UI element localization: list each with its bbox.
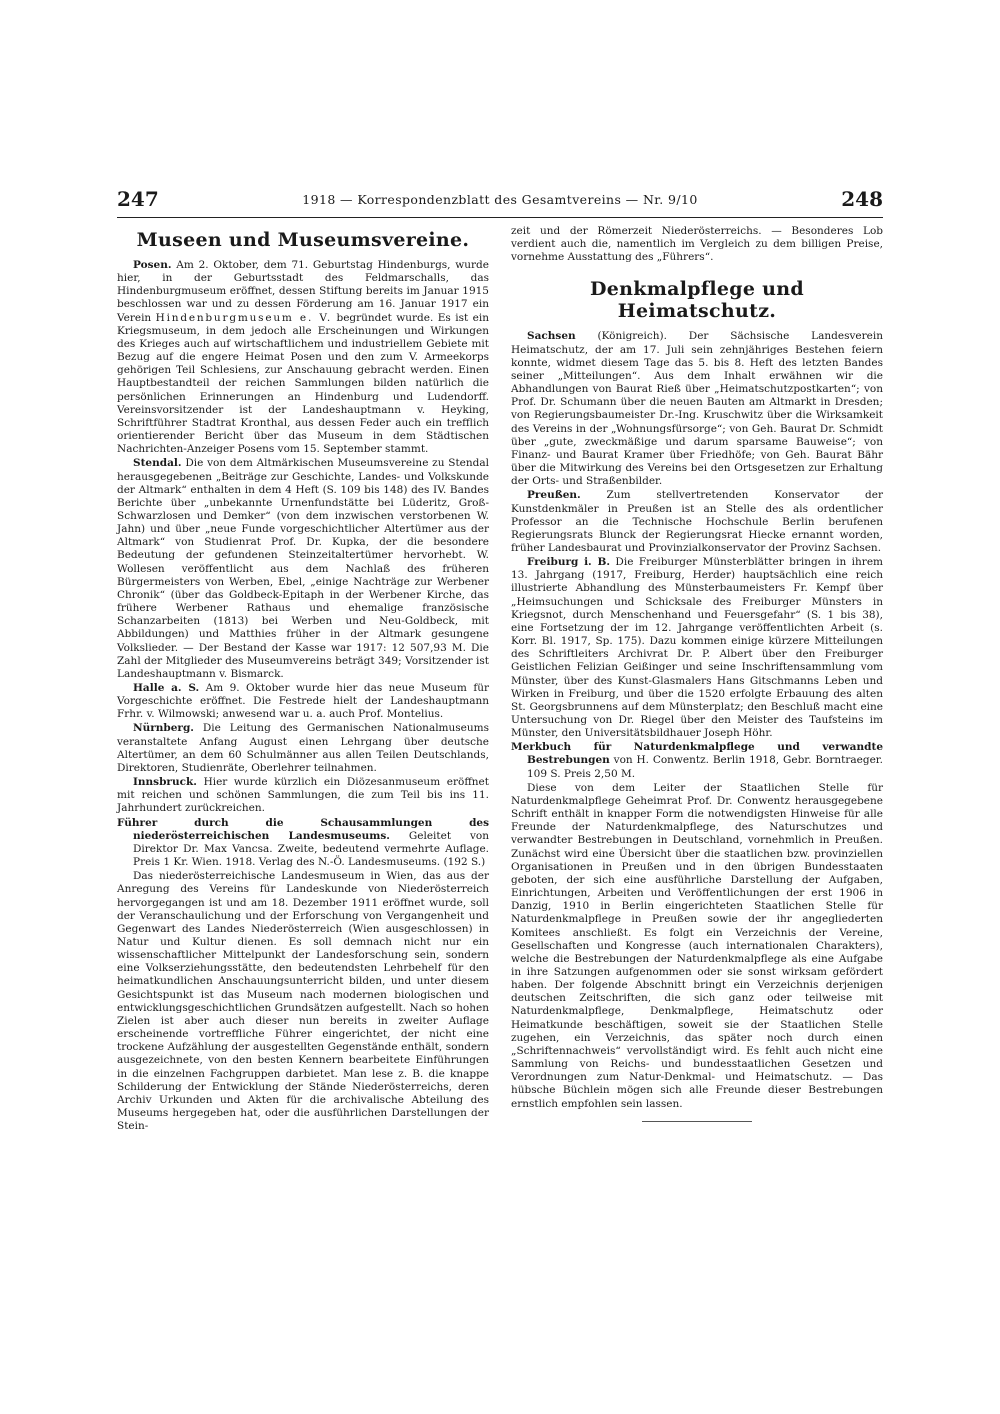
review-fuehrer-text: Das niederösterreichische Landesmuseum in Wien, das aus der Anregung des Vereins für Landeskunde von Niederösterreich hervorgegangen ist und am 18. Dezember 1911 eröffnet wurde, soll der Veranschaulichung und der Erforschung von Vergangenheit und Gegenwart des Landes Niederösterreich (Wien ausgeschlossen) in Natur und Kultur dienen. Es soll demnach nicht nur ein wissenschaftlicher Mittelpunkt der Landesforschung sein, sondern eine Volkserziehungsstätte, den bedeutendsten Lehrbehelf für den heimatkundlichen Anschauungsunterricht bilden, und unter diesem Gesichtspunkt ist das Museum nach modernen biologischen und entwicklungsgeschichtlichen Grundsätzen aufgestellt. Nach so hohen Zielen ist aber auch dieser nun bereits in zweiter Auflage erscheinende vortreffliche Führer eingerichtet, der nicht eine trockene Aufzählung der ausgestellten Gegenstände enthält, sondern ausgezeichnete, von den besten Kennern bearbeitete Einführungen in die einzelnen Fachgruppen darbietet. Man lese z. B. die knappe Schilderung der Entwicklung der Stände Niederösterreichs, deren Archiv Urkunden und Akten für die archivalische Abteilung des Museums hergegeben hat, oder die ausführlichen Darstellungen der Stein- [117, 870, 489, 1133]
header-rule [117, 217, 883, 218]
entry-posen [117, 259, 489, 456]
review-meta: Geleitet von Direktor Dr. Max Vancsa. Zweite, bedeutend vermehrte Auflage. Preis 1 Kr. Wien. 1918. Verlag des N.-Ö. Landesmuseums. (192 S.) [133, 829, 489, 869]
entry-text: Am 9. Oktober wurde hier das neue Museum für Vorgeschichte eröffnet. Die Festrede hielt der Landeshauptmann Frhr. v. Wilmowski; anwesend war u. a. auch Prof. Montelius. [117, 682, 489, 721]
entry-spaced-name: Hindenburgmuseum e. V. [155, 311, 333, 324]
entry-halle [117, 682, 489, 721]
running-title: 1918 — Korrespondenzblatt des Gesamtvereins — Nr. 9/10 [302, 192, 698, 207]
entry-keyword: Freiburg i. B. [527, 556, 610, 569]
entry-keyword: Sachsen [527, 330, 576, 343]
review-merkbuch-heading [511, 741, 883, 780]
entry-text: (Königreich). Der Sächsische Landesverein Heimatschutz, der am 17. Juli sein zehnjähriges Bestehen feiern konnte, widmet diesem Tage das 5. bis 8. Heft des letzten Bandes seiner „Mitteilungen“. Aus dem Inhalt erwähnen wir die Abhandlungen von Baurat Rieß über „Heimatschutzpostkarten“; von Prof. Dr. Schumann über die neuen Bauten am Altmarkt in Dresden; von Regierungsbaumeister Dr.-Ing. Kruschwitz über die Wirksamkeit des Vereins in der „Wohnungsfürsorge“; von Geh. Baurat Dr. Schmidt über „gute, zweckmäßige und darum sparsame Bauweise“; von Finanz- und Baurat Kramer über Friedhöfe; von Geh. Baurat Bähr über die Mitwirkung des Vereins bei den Ortsgesetzen zur Erhaltung der Orts- und Straßenbilder. [511, 330, 883, 488]
right-column [511, 225, 883, 1122]
entry-text: Die Leitung des Germanischen Nationalmuseums veranstaltete Anfang August einen Lehrgang über deutsche Altertümer, an dem 60 Schulmänner aus allen Teilen Deutschlands, Direktoren, Studienräte, Oberlehrer teilnahmen. [117, 722, 489, 774]
entry-keyword: Preußen. [527, 489, 581, 502]
entry-preussen [511, 489, 883, 555]
review-merkbuch-text: Diese von dem Leiter der Staatlichen Stelle für Naturdenkmalpflege Geheimrat Prof. Dr. Conwentz herausgegebene Schrift enthält in knapper Form die notwendigsten Hinweise für alle Freunde der Naturdenkmalpflege, des Naturschutzes und verwandter Bestrebungen in Deutschland, vornehmlich in Preußen. Zunächst wird eine Übersicht über die staatlichen bzw. provinziellen Organisationen in Preußen und in den übrigen Bundesstaaten geboten, der sich eine ausführliche Darstellung der Aufgaben, Einrichtungen, Arbeiten und Veröffentlichungen der erst 1906 in Danzig, 1910 in Berlin eingerichteten Staatlichen Stelle für Naturdenkmalpflege in Preußen sowie der ihr angegliederten Komitees anschließt. Es folgt ein Verzeichnis der Vereine, Gesellschaften und Kongresse (auch internationalen Charakters), welche die Bestrebungen der Naturdenkmalpflege als eine Aufgabe in ihre Satzungen aufgenommen oder sie sonst wirksam gefördert haben. Der folgende Abschnitt bringt ein Verzeichnis derjenigen deutschen Zeitschriften, die sich ganz oder teilweise mit Naturdenkmalpflege, Denkmalpflege, Heimatschutz oder Heimatkunde beschäftigen, soweit sie der Staatlichen Stelle zugehen, ein Verzeichnis, das später noch durch einen „Schriftennachweis“ vervollständigt wird. Es fehlt auch nicht eine Sammlung von Reichs- und bundesstaatlichen Gesetzen und Verordnungen zum Natur-Denkmal- und Heimatschutz. — Das hübsche Büchlein mögen sich alle Freunde dieser Bestrebungen ernstlich empfohlen sein lassen. [511, 781, 883, 1110]
entry-keyword: Innsbruck. [133, 776, 197, 789]
entry-keyword: Nürnberg. [133, 722, 194, 735]
review-meta: von H. Conwentz. Berlin 1918, Gebr. Borntraeger. 109 S. Preis 2,50 M. [527, 754, 883, 780]
entry-keyword: Stendal. [133, 457, 182, 470]
entry-innsbruck [117, 776, 489, 815]
entry-keyword: Posen. [133, 259, 172, 271]
entry-stendal [117, 457, 489, 681]
page-number-left: 247 [117, 187, 159, 211]
section-title-denkmalpflege: Denkmalpflege und Heimatschutz. [590, 278, 804, 323]
entry-nuernberg [117, 722, 489, 775]
entry-text: Am 2. Oktober, dem 71. Geburtstag Hindenburgs, wurde hier, in der Geburtsstadt des Feldmarschalls, das Hindenburgmuseum eröffnet, dessen Stiftung bereits im Januar 1915 beschlossen war und zu dessen Förderung am 16. Januar 1917 ein Verein [117, 259, 489, 324]
entry-text: Die von dem Altmärkischen Museumsvereine zu Stendal herausgegebenen „Beiträge zur Geschichte, Landes- und Volkskunde der Altmark“ enthalten in dem 4 Heft (S. 109 bis 148) des IV. Bandes Berichte über „unbekannte Urnenfundstätte bei Lüderitz, Groß-Schwarzlosen und Demker“ (von dem inzwischen verstorbenen W. Jahn) und über „neue Funde vorgeschichtlicher Altertümer aus der Altmark“ von Studienrat Prof. Dr. Kupka, der die besondere Bedeutung der gefundenen Steinzeitaltertümer hervorhebt. W. Wollesen veröffentlicht aus dem Nachlaß des früheren Bürgermeisters von Werben, Ebel, „einige Nachträge zur Werbener Chronik“ (über das Goldbeck-Epitaph in der Werbener Kirche, das frühere Werbener Rathaus und ehemalige französische Schanzarbeiten (1813) bei Werben und Neu-Goldbeck, mit Abbildungen) und Matthies früher in der Altmark gesungene Volkslieder. — Der Bestand der Kasse war 1917: 12 507,93 M. Die Zahl der Mitglieder des Museumvereins beträgt 349; Vorsitzender ist Landeshauptmann v. Bismarck. [117, 457, 489, 680]
entry-sachsen [511, 330, 883, 488]
left-column [117, 225, 489, 1134]
end-separator [642, 1121, 752, 1122]
review-fuehrer-heading [117, 817, 489, 870]
review-title: Merkbuch für Naturdenkmalpflege und verwandte Bestrebungen [511, 741, 883, 767]
entry-text: Die Freiburger Münsterblätter bringen in ihrem 13. Jahrgang (1917, Freiburg, Herder) hauptsächlich eine reich illustrierte Abhandlung des Münsterbaumeisters Fr. Kempf über „Heimsuchungen und Schicksale des Freiburger Münsters in Kriegsnot, durch Menschenhand und Feuersgefahr“ (S. 1 bis 38), eine Fortsetzung der im 12. Jahrgange veröffentlichten Arbeit (s. Korr. Bl. 1917, Sp. 175). Dazu kommen einige kürzere Mitteilungen des Schriftleiters Archivrat Dr. P. Albert über den Freiburger Geistlichen Felizian Geißinger und seine Inschriftensammlung vom Münster, über des Kunst-Glasmalers Hans Gitschmanns Leben und Wirken in Freiburg, und über die 1520 erfolgte Erbauung des alten St. Georgsbrunnens auf dem Münsterplatz; den Beschluß macht eine Untersuchung von Dr. Riegel über den Meister des Taufsteins im Münster, den Universitätsbildhauer Joseph Höhr. [511, 556, 883, 740]
page-number-right: 248 [841, 187, 883, 211]
entry-text: Zum stellvertretenden Konservator der Kunstdenkmäler in Preußen ist an Stelle des als ordentlicher Professor an die Technische Hochschule Berlin berufenen Regierungsrats Blunck der Regierungsrat Hiecke ernannt worden, früher Landesbaurat und Provinzialkonservator der Provinz Sachsen. [511, 489, 883, 554]
entry-text-2: begründet wurde. Es ist ein Kriegsmuseum, in dem jedoch alle Erscheinungen und Wirkungen des Krieges auch auf wirtschaftlichem und industriellem Gebiete mit Bezug auf die engere Heimat Posen und den zum V. Armeekorps gehörigen Teil Schlesiens, zur Anschauung gebracht werden. Einen Hauptbestandteil der reichen Sammlungen bilden natürlich die persönlichen Erinnerungen an Hindenburg und Ludendorff. Vereinsvorsitzender ist der Landeshauptmann v. Heyking, Schriftführer Stadtrat Kronthal, aus dessen Feder auch ein trefflich orientierender Bericht über das Museum in dem Städtischen Nachrichten-Anzeiger Posens vom 15. September stammt. [117, 311, 490, 456]
section-title-museen: Museen und Museumsvereine. [136, 229, 470, 251]
continuation-text: zeit und der Römerzeit Niederösterreichs. — Besonderes Lob verdient auch die, namentlich im Vergleich zu dem billigen Preise, vornehme Ausstattung des „Führers“. [511, 225, 883, 264]
entry-keyword: Halle a. S. [133, 682, 200, 694]
entry-freiburg [511, 556, 883, 740]
running-header [117, 187, 883, 217]
review-title: Führer durch die Schausammlungen des niederösterreichischen Landesmuseums. [117, 816, 489, 842]
entry-text: Hier wurde kürzlich ein Diözesanmuseum eröffnet mit reichen und schönen Sammlungen, die zum Teil bis ins 11. Jahrhundert zurückreichen. [117, 776, 489, 815]
